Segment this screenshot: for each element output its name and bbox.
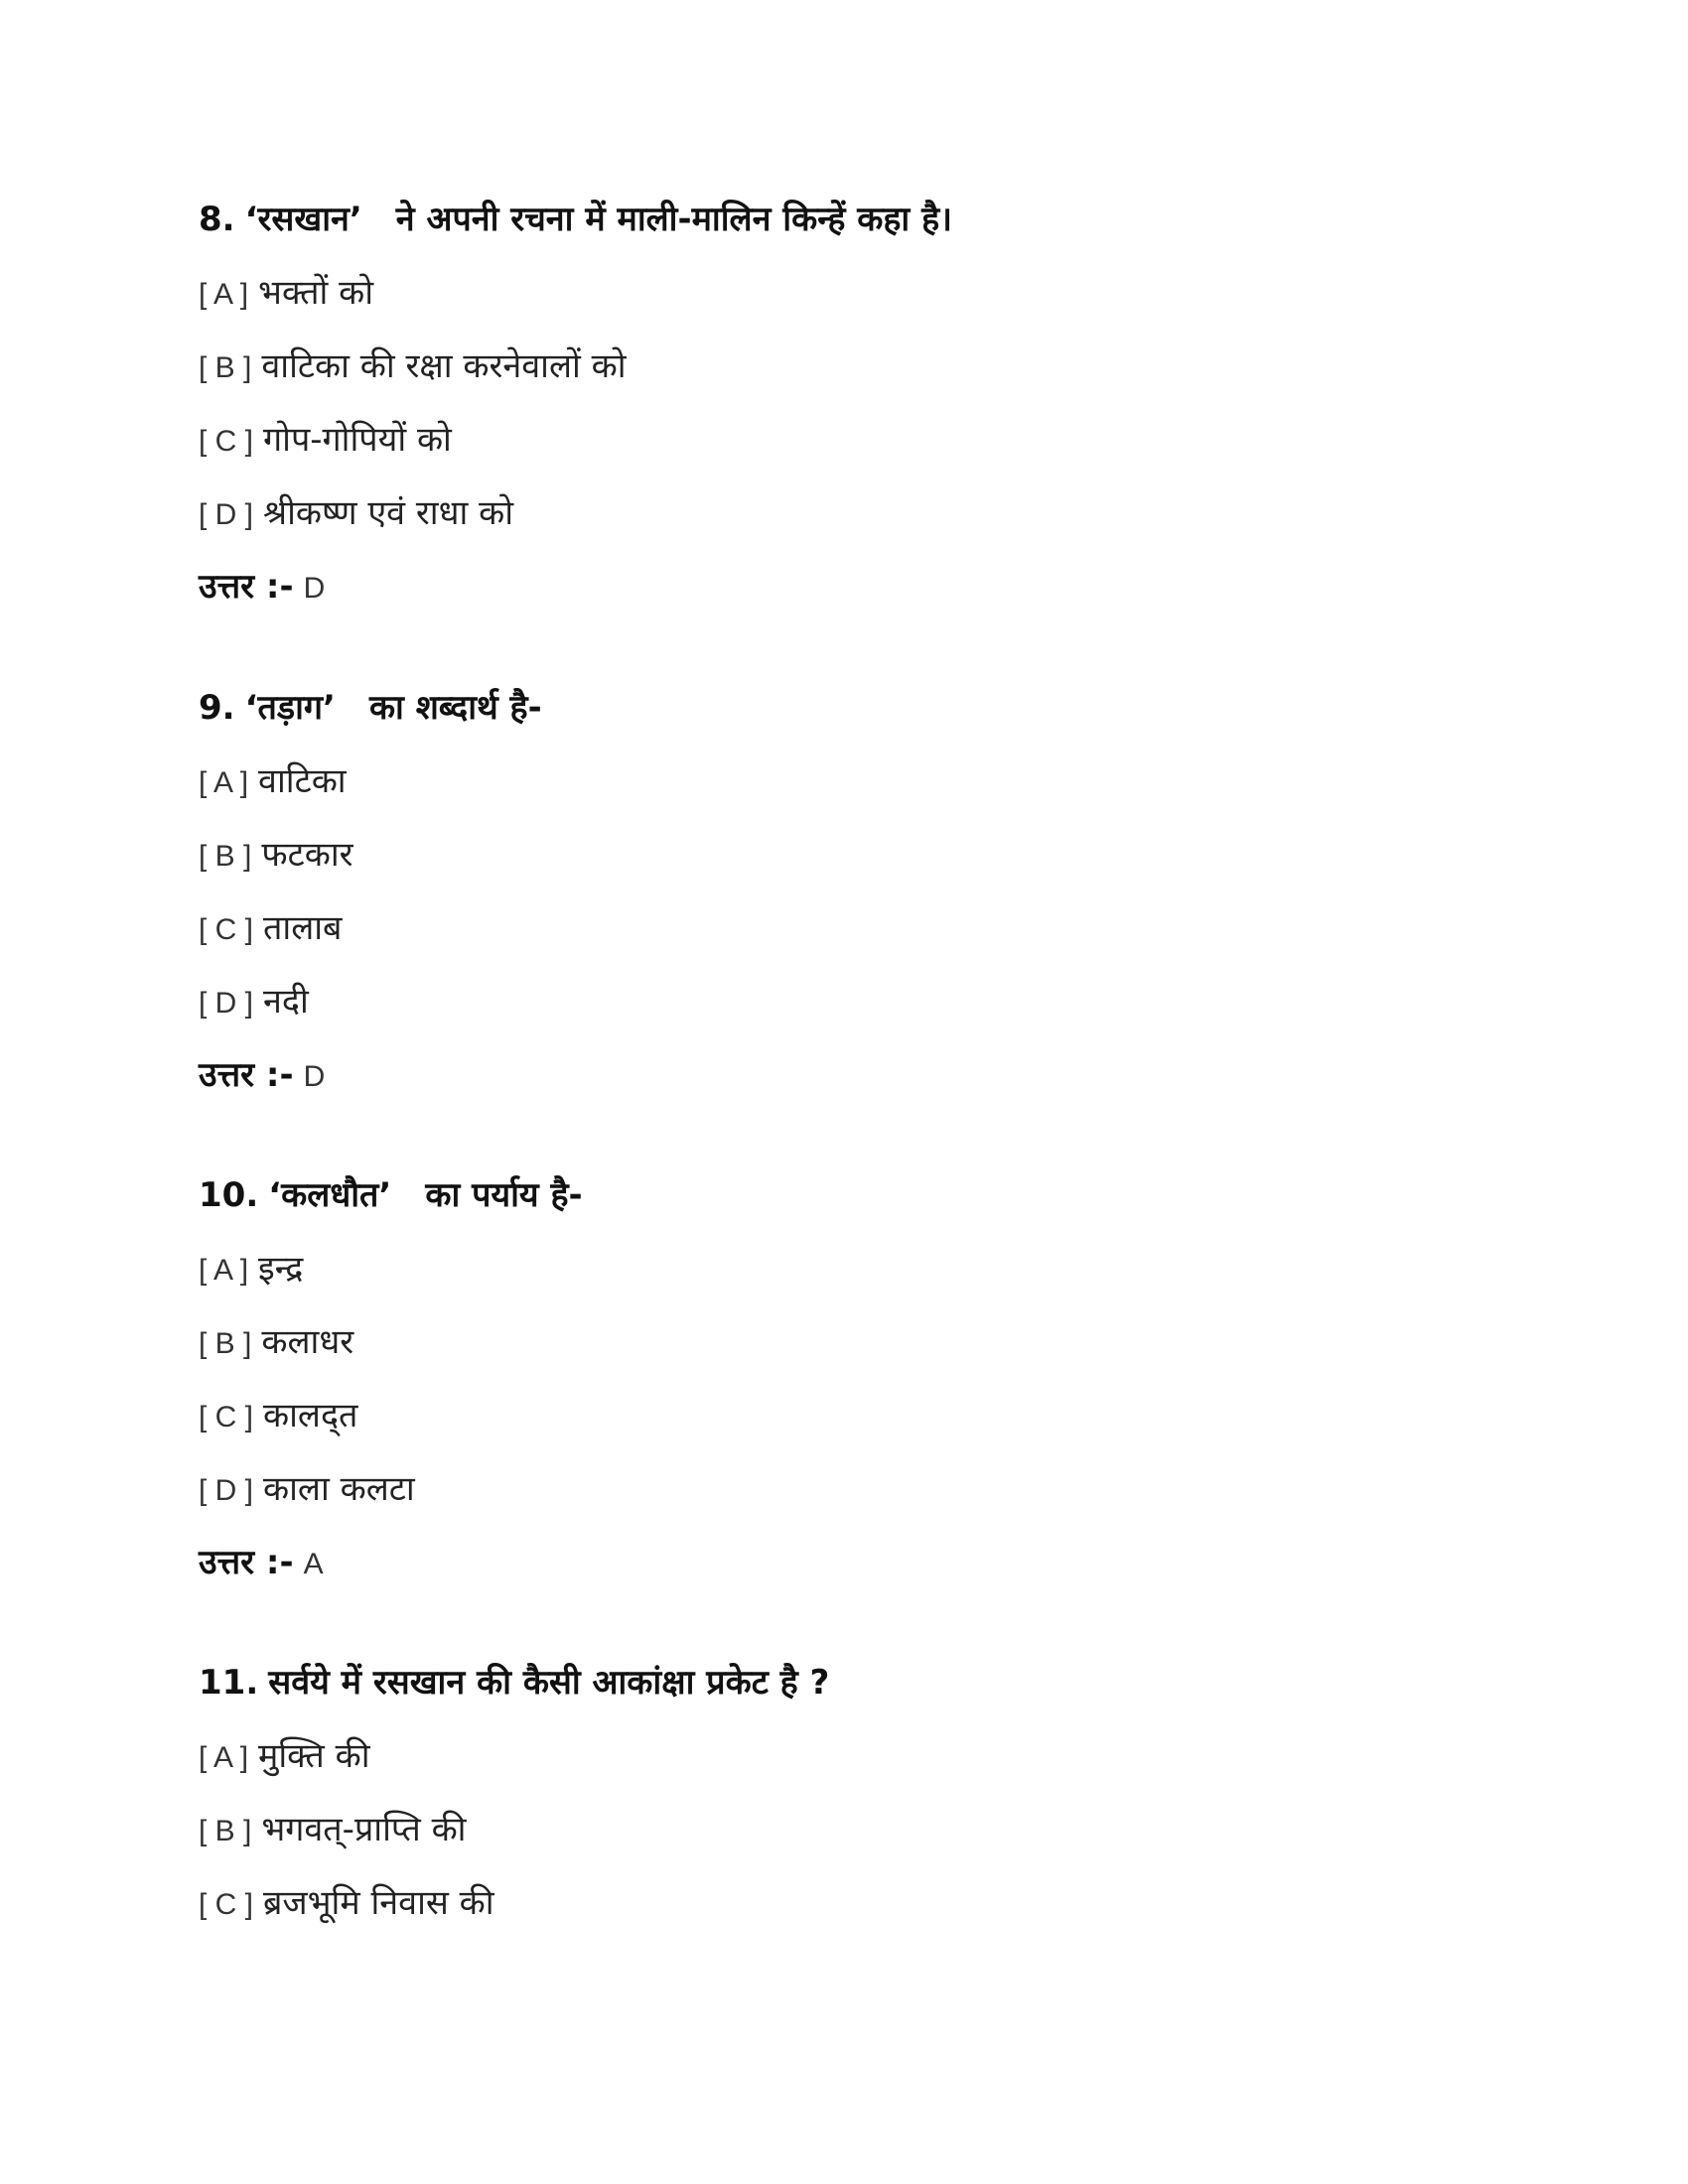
option-text: भक्तों को (258, 273, 374, 313)
answer-line (199, 1542, 1489, 1583)
question-text (199, 199, 1489, 240)
question-11 (199, 1662, 1489, 1956)
answer-label: उत्तर :- (199, 567, 294, 607)
option-c (199, 1395, 1489, 1436)
option-key: [ D ] (199, 1474, 254, 1507)
option-text: वाटिका (258, 761, 347, 801)
option-text: मुक्ति की (258, 1736, 370, 1776)
option-text: भगवत्-प्राप्ति की (261, 1810, 467, 1849)
option-c (199, 907, 1489, 949)
question-body: सर्वये में रसखान की कैसी आकांक्षा प्रकेट है ? (268, 1663, 830, 1703)
option-key: [ A ] (199, 766, 249, 799)
question-8 (199, 199, 1489, 608)
question-text (199, 1174, 1489, 1216)
answer-value: D (303, 572, 326, 605)
option-key: [ A ] (199, 1741, 249, 1774)
option-key: [ B ] (199, 1327, 252, 1360)
question-body: का शब्दार्थ है- (368, 688, 542, 728)
option-key: [ B ] (199, 840, 252, 873)
option-key: [ C ] (199, 425, 254, 458)
option-key: [ B ] (199, 351, 252, 384)
option-text: फटकार (261, 835, 353, 875)
question-text (199, 1662, 1489, 1704)
option-text: कालद्त (263, 1396, 358, 1435)
question-number: 9. (199, 688, 235, 728)
option-key: [ C ] (199, 1401, 254, 1433)
question-term: ‘कलधौत’ (268, 1175, 392, 1215)
option-d (199, 981, 1489, 1023)
option-d (199, 492, 1489, 534)
question-term: ‘रसखान’ (244, 200, 362, 239)
option-key: [ D ] (199, 498, 254, 531)
option-key: [ A ] (199, 278, 249, 311)
option-c (199, 419, 1489, 461)
option-text: काला कलटा (263, 1469, 415, 1509)
option-text: वाटिका की रक्षा करनेवालों को (261, 346, 627, 386)
option-text: गोप-गोपियों को (263, 420, 452, 460)
option-a (199, 1248, 1489, 1290)
answer-label: उत्तर :- (199, 1543, 294, 1582)
option-d (199, 1468, 1489, 1510)
question-number: 10. (199, 1175, 259, 1215)
question-9 (199, 687, 1489, 1096)
option-key: [ A ] (199, 1254, 249, 1287)
answer-label: उत्तर :- (199, 1055, 294, 1095)
option-b (199, 345, 1489, 387)
option-a (199, 760, 1489, 802)
option-text: नदी (263, 982, 309, 1022)
question-body: ने अपनी रचना में माली-मालिन किन्हें कहा है। (395, 200, 953, 239)
question-number: 11. (199, 1663, 259, 1703)
answer-value: A (303, 1548, 324, 1580)
option-key: [ B ] (199, 1815, 252, 1847)
question-term: ‘तड़ाग’ (244, 688, 336, 728)
option-text: इन्द्र (258, 1249, 304, 1289)
option-a (199, 272, 1489, 314)
option-b (199, 834, 1489, 876)
option-a (199, 1735, 1489, 1777)
option-text: श्रीकष्ण एवं राधा को (263, 493, 514, 533)
option-key: [ D ] (199, 987, 254, 1020)
question-body: का पर्याय है- (425, 1175, 583, 1215)
answer-value: D (303, 1060, 326, 1093)
option-b (199, 1809, 1489, 1850)
option-c (199, 1882, 1489, 1924)
option-text: कलाधर (261, 1322, 354, 1362)
option-b (199, 1321, 1489, 1363)
question-text (199, 687, 1489, 729)
question-number: 8. (199, 200, 235, 239)
option-text: तालाब (263, 908, 343, 948)
option-text: ब्रजभूमि निवास की (263, 1883, 494, 1923)
option-key: [ C ] (199, 913, 254, 946)
option-key: [ C ] (199, 1888, 254, 1921)
answer-line (199, 566, 1489, 608)
question-10 (199, 1174, 1489, 1583)
answer-line (199, 1054, 1489, 1096)
